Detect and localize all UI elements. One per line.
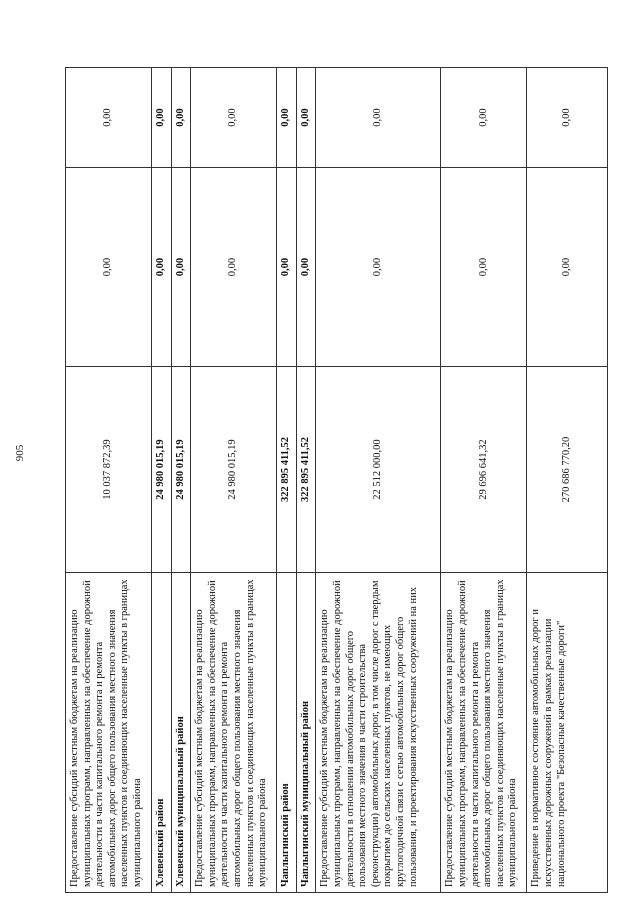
row-value-1: 322 895 411,52 [277, 367, 297, 573]
row-value-1: 10 037 872,39 [66, 367, 152, 573]
row-value-2: 0,00 [296, 168, 316, 367]
row-value-3: 0,00 [316, 68, 441, 168]
row-value-1: 24 980 015,19 [191, 367, 277, 573]
row-value-3: 0,00 [441, 68, 527, 168]
row-value-3: 0,00 [277, 68, 297, 168]
table-row-municipality [296, 68, 316, 893]
row-value-1: 24 980 015,19 [152, 367, 172, 573]
row-value-3: 0,00 [191, 68, 277, 168]
row-description: Предоставление субсидий местным бюджетам на реализацию муниципальных программ, направленных на обеспечение дорожной деятельности в части капитального ремонта и ремонта автомобильных дорог общего пользования местного значения населенных пунктов и соединяющих населенные пункты в границах муниципального района [191, 573, 277, 893]
row-description: Предоставление субсидий местным бюджетам на реализацию муниципальных программ, направленных на обеспечение дорожной деятельности в части капитального ремонта и ремонта автомобильных дорог общего пользования местного значения населенных пунктов и соединяющих населенные пункты в границах муниципального района [441, 573, 527, 893]
page-number: 905 [14, 444, 26, 462]
table-row [527, 68, 608, 893]
row-value-2: 0,00 [191, 168, 277, 367]
table-row-municipality [171, 68, 191, 893]
row-description: Предоставление субсидий местным бюджетам на реализацию муниципальных программ, направленных на обеспечение дорожной деятельности в части капитального ремонта и ремонта автомобильных дорог общего пользования местного значения населенных пунктов и соединяющих населенные пункты в границах муниципального района [66, 573, 152, 893]
table-row [191, 68, 277, 893]
row-value-3: 0,00 [152, 68, 172, 168]
row-value-2: 0,00 [66, 168, 152, 367]
row-value-1: 24 980 015,19 [171, 367, 191, 573]
row-value-2: 0,00 [316, 168, 441, 367]
table-row [316, 68, 441, 893]
budget-table [65, 67, 608, 893]
row-value-1: 270 686 770,20 [527, 367, 608, 573]
row-value-3: 0,00 [66, 68, 152, 168]
row-description: Хлевенский муниципальный район [171, 573, 191, 893]
row-value-3: 0,00 [527, 68, 608, 168]
table-row-district [152, 68, 172, 893]
row-description: Предоставление субсидий местным бюджетам на реализацию муниципальных программ, направленных на обеспечение дорожной деятельности в отношении автомобильных дорог общего пользования местного значения в части строительства (реконструкции) автомобильных дорог, в том числе дорог с твердым покрытием до сельских населенных пунктов, не имеющих круглогодичной связи с сетью автомобильных дорог общего пользования, и проектирования искусственных сооружений на них [316, 573, 441, 893]
rotated-page [65, 68, 585, 893]
table-row [66, 68, 152, 893]
row-value-2: 0,00 [441, 168, 527, 367]
row-value-3: 0,00 [171, 68, 191, 168]
row-value-3: 0,00 [296, 68, 316, 168]
table-row [441, 68, 527, 893]
row-description: Приведение в нормативное состояние автомобильных дорог и искусственных дорожных сооружений в рамках реализации национального проекта "Безопасные качественные дороги" [527, 573, 608, 893]
row-value-2: 0,00 [277, 168, 297, 367]
row-value-2: 0,00 [152, 168, 172, 367]
row-value-2: 0,00 [527, 168, 608, 367]
table-row-district [277, 68, 297, 893]
row-description: Чаплыгинский муниципальный район [296, 573, 316, 893]
row-value-1: 29 696 641,32 [441, 367, 527, 573]
row-value-1: 22 512 000,00 [316, 367, 441, 573]
row-description: Чаплыгинский район [277, 573, 297, 893]
row-value-2: 0,00 [171, 168, 191, 367]
row-value-1: 322 895 411,52 [296, 367, 316, 573]
row-description: Хлевенский район [152, 573, 172, 893]
